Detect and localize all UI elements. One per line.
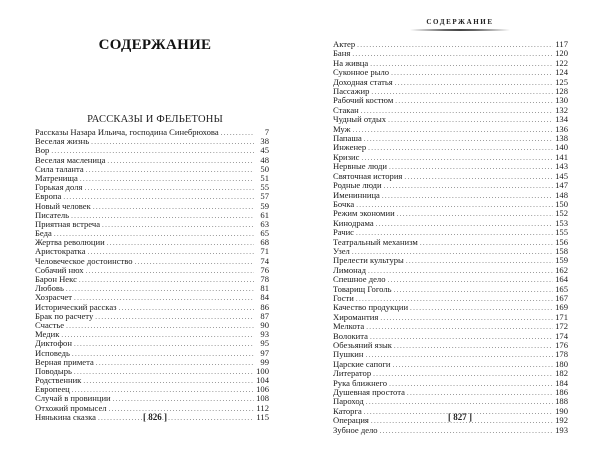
toc-entry <box>35 275 269 284</box>
toc-entry-title: Счастье <box>35 320 65 330</box>
dot-leader <box>382 192 553 200</box>
dot-leader <box>51 147 254 155</box>
toc-entry-title: Случай в провинции <box>35 394 111 404</box>
toc-entry <box>35 349 269 358</box>
toc-entry-title: Кинодрама <box>333 218 374 228</box>
toc-entry-title: Узел <box>333 246 350 256</box>
toc-entry-page: 45 <box>260 146 269 156</box>
dot-leader <box>71 212 254 220</box>
dot-leader <box>357 41 553 49</box>
dot-leader <box>371 88 553 96</box>
toc-entry <box>333 59 568 68</box>
toc-entry-page: 176 <box>555 341 568 350</box>
toc-entry-page: 74 <box>260 256 269 266</box>
toc-entry-page: 148 <box>555 190 568 200</box>
toc-entry <box>333 426 568 435</box>
toc-entry-page: 76 <box>260 265 269 275</box>
toc-entry <box>333 181 568 190</box>
toc-entry <box>35 257 269 266</box>
dot-leader <box>391 69 553 77</box>
toc-entry <box>35 211 269 220</box>
toc-entry-title: Папаша <box>333 134 362 144</box>
toc-entry <box>35 183 269 192</box>
dot-leader <box>380 314 553 322</box>
dot-leader <box>407 389 553 397</box>
toc-entry-title: Гости <box>333 293 354 303</box>
dot-leader <box>74 368 254 376</box>
toc-entry-title: Родные люди <box>333 181 382 191</box>
dot-leader <box>364 135 553 143</box>
dot-leader <box>72 386 254 394</box>
toc-entry-page: 99 <box>260 357 269 367</box>
toc-entry <box>333 200 568 209</box>
dot-leader <box>93 203 254 211</box>
toc-entry <box>333 125 568 134</box>
dot-leader <box>107 239 254 247</box>
toc-entry-page: 86 <box>260 302 269 312</box>
toc-entry <box>333 266 568 275</box>
toc-list-right <box>333 40 568 435</box>
dot-leader <box>388 276 554 284</box>
toc-entry-title: Спешное дело <box>333 275 386 285</box>
toc-entry-title: Актер <box>333 40 356 49</box>
toc-entry <box>35 156 269 165</box>
toc-entry <box>333 256 568 265</box>
toc-entry-page: 38 <box>260 137 269 147</box>
toc-entry-title: Царские сапоги <box>333 359 391 369</box>
dot-leader <box>63 193 254 201</box>
toc-entry-title: На живца <box>333 58 369 68</box>
toc-entry <box>35 394 269 403</box>
right-page <box>300 0 600 450</box>
toc-entry-page: 120 <box>555 49 568 59</box>
dot-leader <box>88 248 254 256</box>
toc-entry-page: 106 <box>256 385 269 395</box>
toc-entry <box>35 303 269 312</box>
toc-entry-page: 63 <box>260 219 269 229</box>
toc-entry <box>333 322 568 331</box>
toc-entry-page: 65 <box>260 229 269 239</box>
toc-entry <box>333 115 568 124</box>
dot-leader <box>420 239 553 247</box>
dot-leader <box>83 377 254 385</box>
dot-leader <box>107 157 254 165</box>
toc-entry-page: 182 <box>555 369 568 379</box>
toc-entry-title: Европеец <box>35 385 70 395</box>
toc-entry <box>35 165 269 174</box>
toc-entry-title: Литератор <box>333 369 372 379</box>
dot-leader <box>102 221 254 229</box>
toc-entry-title: Стакан <box>333 105 359 115</box>
toc-entry-page: 169 <box>555 303 568 313</box>
toc-entry-page: 171 <box>555 312 568 322</box>
toc-entry <box>333 219 568 228</box>
toc-entry-page: 130 <box>555 96 568 106</box>
toc-entry-title: Инженер <box>333 143 367 153</box>
dot-leader <box>380 427 553 435</box>
dot-leader <box>368 267 553 275</box>
toc-entry <box>333 397 568 406</box>
dot-leader <box>86 267 254 275</box>
toc-entry-title: Барон Некс <box>35 275 77 284</box>
toc-entry <box>35 266 269 275</box>
toc-entry-title: Человеческое достоинство <box>35 256 133 266</box>
toc-entry-page: 132 <box>555 105 568 115</box>
toc-entry <box>333 68 568 77</box>
toc-entry-title: Европа <box>35 192 62 202</box>
toc-entry-title: Рачис <box>333 228 354 238</box>
toc-entry-page: 134 <box>555 115 568 125</box>
toc-entry-page: 147 <box>555 181 568 191</box>
toc-entry-title: Мелкота <box>333 322 365 332</box>
toc-entry <box>35 312 269 321</box>
dot-leader <box>352 248 553 256</box>
toc-entry <box>333 40 568 49</box>
dot-leader <box>410 304 553 312</box>
toc-entry <box>333 388 568 397</box>
toc-entry-page: 68 <box>260 238 269 248</box>
toc-entry-page: 164 <box>555 275 568 285</box>
toc-entry-page: 97 <box>260 348 269 358</box>
dot-leader <box>356 229 553 237</box>
toc-entry-title: Горькая доля <box>35 183 83 193</box>
dot-leader <box>79 276 254 284</box>
toc-entry-title: Любовь <box>35 284 64 294</box>
toc-entry-title: Зубное дело <box>333 425 378 435</box>
dot-leader <box>395 97 553 105</box>
toc-entry <box>35 293 269 302</box>
page-number-right: [ 827 ] <box>448 412 472 422</box>
toc-entry-page: 145 <box>555 171 568 181</box>
toc-entry-page: 141 <box>555 152 568 162</box>
dot-leader <box>74 340 254 348</box>
toc-entry <box>35 202 269 211</box>
page-number-left: [ 826 ] <box>143 412 167 422</box>
toc-entry-page: 71 <box>260 247 269 257</box>
toc-entry <box>333 379 568 388</box>
toc-entry-page: 165 <box>555 284 568 294</box>
toc-entry-page: 138 <box>555 134 568 144</box>
dot-leader <box>373 370 553 378</box>
toc-entry-page: 61 <box>260 210 269 220</box>
toc-entry-title: Качество продукции <box>333 303 409 313</box>
dot-leader <box>393 361 553 369</box>
dot-leader <box>135 258 254 266</box>
toc-entry-page: 186 <box>555 388 568 398</box>
toc-entry-page: 87 <box>260 311 269 321</box>
toc-entry-title: Муж <box>333 124 351 134</box>
toc-entry-title: Беда <box>35 229 52 239</box>
toc-entry-page: 128 <box>555 87 568 97</box>
toc-entry-title: Святочная история <box>333 171 403 181</box>
toc-entry-page: 90 <box>260 320 269 330</box>
toc-entry-title: Суконное рыло <box>333 68 390 78</box>
toc-entry-title: Волокита <box>333 331 368 341</box>
toc-entry <box>35 238 269 247</box>
dot-leader <box>361 107 553 115</box>
dot-leader <box>66 322 254 330</box>
toc-entry <box>35 137 269 146</box>
toc-entry-page: 188 <box>555 397 568 407</box>
toc-entry-title: Режим экономии <box>333 209 395 219</box>
toc-entry-title: Хозрасчет <box>35 293 73 303</box>
dot-leader <box>366 323 553 331</box>
toc-entry <box>35 284 269 293</box>
toc-entry-page: 150 <box>555 199 568 209</box>
toc-entry-page: 158 <box>555 246 568 256</box>
toc-entry <box>333 247 568 256</box>
dot-leader <box>366 351 554 359</box>
toc-entry-page: 178 <box>555 350 568 360</box>
running-head-rule <box>410 29 510 31</box>
toc-entry-page: 156 <box>555 237 568 247</box>
page-title: СОДЕРЖАНИЕ <box>98 37 212 53</box>
toc-entry-title: Брак по расчету <box>35 311 94 321</box>
toc-entry-title: Поводырь <box>35 366 72 376</box>
toc-entry-page: 180 <box>555 359 568 369</box>
dot-leader <box>72 350 254 358</box>
toc-entry <box>333 96 568 105</box>
dot-leader <box>96 359 254 367</box>
toc-entry <box>333 191 568 200</box>
toc-entry <box>333 285 568 294</box>
toc-entry-title: Медик <box>35 330 60 340</box>
toc-entry-title: Каторга <box>333 406 362 416</box>
dot-leader <box>84 184 254 192</box>
toc-list-left <box>35 128 269 422</box>
dot-leader <box>388 116 553 124</box>
dot-leader <box>74 294 254 302</box>
dot-leader <box>66 285 254 293</box>
toc-entry <box>35 229 269 238</box>
dot-leader <box>91 138 254 146</box>
dot-leader <box>352 50 553 58</box>
toc-entry-page: 172 <box>555 322 568 332</box>
toc-entry-title: Бочка <box>333 199 355 209</box>
toc-entry-title: Доходная статья <box>333 77 393 87</box>
dot-leader <box>389 380 553 388</box>
toc-entry-title: Исторический рассказ <box>35 302 117 312</box>
toc-entry-page: 108 <box>256 394 269 404</box>
toc-entry <box>333 313 568 322</box>
toc-entry <box>35 220 269 229</box>
toc-entry-title: Театральный механизм <box>333 237 418 247</box>
toc-entry <box>333 303 568 312</box>
dot-leader <box>356 201 553 209</box>
toc-entry-page: 100 <box>256 366 269 376</box>
toc-entry-title: Нянькина сказка <box>35 412 96 422</box>
toc-entry-page: 140 <box>555 143 568 153</box>
dot-leader <box>376 220 553 228</box>
toc-entry-page: 153 <box>555 218 568 228</box>
toc-entry <box>35 321 269 330</box>
toc-entry-page: 95 <box>260 339 269 349</box>
toc-entry-title: Рука ближнего <box>333 378 388 388</box>
dot-leader <box>353 126 553 134</box>
toc-entry-page: 152 <box>555 209 568 219</box>
toc-entry-title: Именинница <box>333 190 380 200</box>
toc-entry <box>35 385 269 394</box>
toc-entry-title: Аристократка <box>35 247 86 257</box>
toc-entry <box>333 87 568 96</box>
toc-entry-title: Приятная встреча <box>35 219 101 229</box>
toc-entry <box>35 146 269 155</box>
toc-entry-title: Веселая масленица <box>35 155 106 165</box>
toc-entry-page: 162 <box>555 265 568 275</box>
toc-entry-page: 143 <box>555 162 568 172</box>
toc-entry-page: 117 <box>555 40 568 49</box>
toc-entry <box>333 134 568 143</box>
toc-entry-title: Исповедь <box>35 348 70 358</box>
toc-entry-title: Хиромантия <box>333 312 379 322</box>
toc-entry <box>333 106 568 115</box>
toc-entry-page: 112 <box>256 403 269 413</box>
dot-leader <box>384 182 553 190</box>
toc-entry-title: Родственник <box>35 376 82 386</box>
dot-leader <box>370 60 553 68</box>
toc-entry-title: Жертва революции <box>35 238 105 248</box>
toc-entry <box>333 238 568 247</box>
toc-entry-page: 7 <box>264 128 269 137</box>
toc-entry <box>35 192 269 201</box>
toc-entry-page: 104 <box>256 376 269 386</box>
dot-leader <box>119 304 254 312</box>
dot-leader <box>61 331 254 339</box>
toc-entry-title: Операция <box>333 416 369 426</box>
toc-entry-title: Товарищ Гоголь <box>333 284 392 294</box>
toc-entry-title: Баня <box>333 49 351 59</box>
toc-entry <box>35 358 269 367</box>
toc-entry-title: Вор <box>35 146 50 156</box>
dot-leader <box>113 395 254 403</box>
toc-entry-page: 174 <box>555 331 568 341</box>
toc-entry-title: Матренища <box>35 173 78 183</box>
dot-leader <box>54 230 254 238</box>
toc-entry-title: Прелести культуры <box>333 256 404 266</box>
toc-entry <box>333 78 568 87</box>
toc-entry-title: Верная примета <box>35 357 94 367</box>
toc-entry <box>333 341 568 350</box>
toc-entry <box>333 49 568 58</box>
toc-entry-title: Писатель <box>35 210 70 220</box>
toc-entry <box>333 332 568 341</box>
toc-entry-page: 51 <box>260 173 269 183</box>
toc-entry-title: Душевная простота <box>333 388 405 398</box>
toc-entry <box>35 339 269 348</box>
toc-entry-page: 48 <box>260 155 269 165</box>
dot-leader <box>395 79 553 87</box>
toc-entry <box>333 143 568 152</box>
dot-leader <box>95 313 254 321</box>
toc-entry-page: 184 <box>555 378 568 388</box>
toc-entry-title: Сила таланта <box>35 164 84 174</box>
toc-entry-page: 84 <box>260 293 269 303</box>
toc-entry-page: 78 <box>260 275 269 284</box>
toc-entry <box>333 275 568 284</box>
running-head: СОДЕРЖАНИЕ <box>426 18 494 26</box>
toc-entry-title: Рассказы Назара Ильича, господина Синебрюхова <box>35 128 219 137</box>
toc-entry-page: 115 <box>256 412 269 422</box>
toc-entry-page: 55 <box>260 183 269 193</box>
toc-entry-title: Новый человек <box>35 201 91 211</box>
toc-entry-page: 159 <box>555 256 568 266</box>
dot-leader <box>221 129 254 137</box>
toc-entry-title: Кризис <box>333 152 360 162</box>
toc-entry-page: 81 <box>260 284 269 294</box>
toc-entry <box>35 330 269 339</box>
dot-leader <box>366 398 553 406</box>
dot-leader <box>356 295 553 303</box>
dot-leader <box>370 333 553 341</box>
dot-leader <box>80 175 254 183</box>
dot-leader <box>86 166 254 174</box>
toc-entry-title: Веселая жизнь <box>35 137 90 147</box>
toc-entry-page: 125 <box>555 77 568 87</box>
toc-entry-page: 136 <box>555 124 568 134</box>
toc-entry <box>35 247 269 256</box>
toc-entry <box>35 128 269 137</box>
toc-entry <box>333 294 568 303</box>
toc-entry-title: Рабочий костюм <box>333 96 394 106</box>
dot-leader <box>389 163 553 171</box>
toc-entry-page: 124 <box>555 68 568 78</box>
toc-entry-title: Пушкин <box>333 350 364 360</box>
toc-entry-title: Чудный отдых <box>333 115 387 125</box>
toc-entry-page: 192 <box>555 416 568 426</box>
toc-entry <box>333 172 568 181</box>
toc-entry-page: 57 <box>260 192 269 202</box>
toc-entry-title: Лимонад <box>333 265 366 275</box>
dot-leader <box>406 257 553 265</box>
dot-leader <box>394 286 553 294</box>
dot-leader <box>404 173 553 181</box>
toc-entry-page: 167 <box>555 293 568 303</box>
toc-entry <box>333 153 568 162</box>
dot-leader <box>397 210 553 218</box>
toc-entry-page: 190 <box>555 406 568 416</box>
toc-entry-title: Пассажир <box>333 87 370 97</box>
toc-entry <box>333 360 568 369</box>
toc-entry <box>35 174 269 183</box>
toc-entry-title: Обезьяний язык <box>333 341 392 350</box>
dot-leader <box>361 154 553 162</box>
toc-entry <box>333 350 568 359</box>
dot-leader <box>368 144 553 152</box>
toc-entry-title: Диктофон <box>35 339 72 349</box>
toc-entry-title: Собачий нюх <box>35 265 84 275</box>
toc-entry <box>333 369 568 378</box>
toc-entry-page: 50 <box>260 164 269 174</box>
section-heading: РАССКАЗЫ И ФЕЛЬЕТОНЫ <box>87 114 223 125</box>
toc-entry <box>333 162 568 171</box>
toc-entry-page: 155 <box>555 228 568 238</box>
toc-entry <box>35 376 269 385</box>
toc-entry-title: Нервные люди <box>333 162 387 172</box>
toc-entry-page: 193 <box>555 425 568 435</box>
toc-entry-page: 122 <box>555 58 568 68</box>
toc-entry-page: 93 <box>260 330 269 340</box>
dot-leader <box>394 342 553 350</box>
toc-entry-page: 59 <box>260 201 269 211</box>
toc-entry-title: Отхожий промысел <box>35 403 107 413</box>
toc-entry <box>333 209 568 218</box>
toc-entry <box>333 228 568 237</box>
toc-entry-title: Пароход <box>333 397 364 407</box>
toc-entry <box>35 367 269 376</box>
